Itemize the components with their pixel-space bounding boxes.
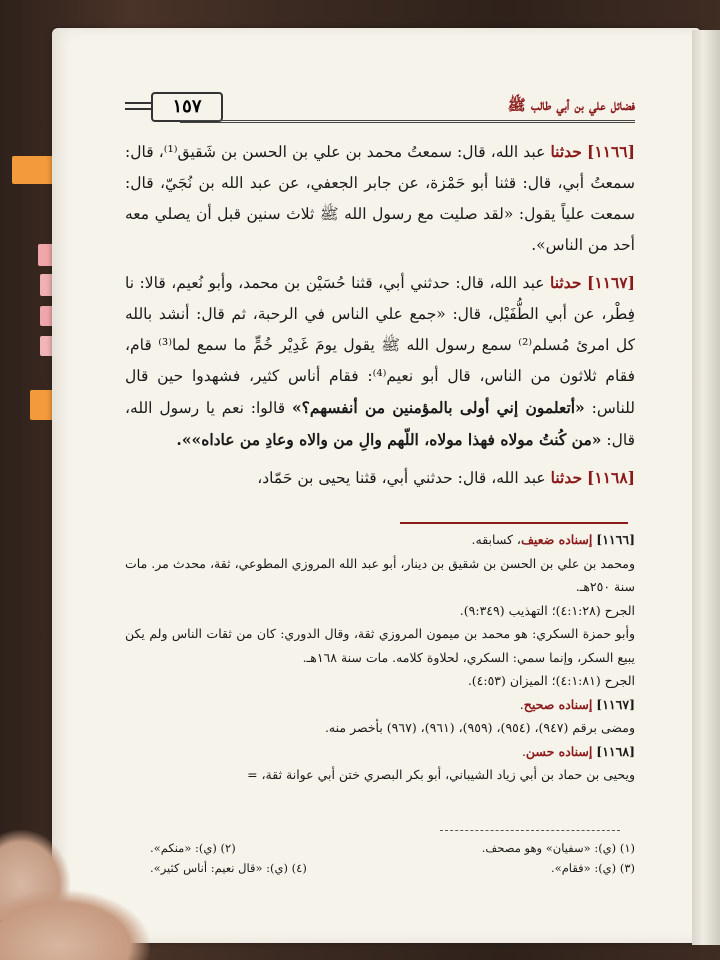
hadith-lead: حدثنا	[550, 142, 582, 161]
note-line: ومحمد بن علي بن الحسن بن شقيق بن دينار، أبو عبد الله المروزي المطوعي، ثقة، محدث مر. مات سنة ٢٥٠هـ.	[125, 555, 635, 594]
thumb	[0, 890, 150, 960]
header-rule	[180, 120, 635, 123]
footnote-row	[150, 838, 635, 858]
footnote-row	[150, 858, 635, 878]
hadith-text: عبد الله، قال: حدثني أبي، قثنا حُسَيْن بن محمد، وأبو نُعيم، قالا: نا فِطْر، عن أبي الطُّفَيْل، قال: «جمع علي الناس في الرحبة، ثم قال: أنشد بالله كل امرئ مُسلم⁽²⁾ سمع رسول الله ﷺ يقول يومَ غَدِيْر خُمٍّ ما سمع لما⁽³⁾ قام، فقام ثلاثون من الناس، قال أبو نعيم⁽⁴⁾: فقام أناس كثير، فشهدوا حين قال للناس:	[125, 274, 636, 417]
footnote: (٤) (ي): «قال نعيم: أناس كثير».	[150, 861, 307, 875]
hadith-paragraph	[125, 136, 635, 261]
hadith-text: عبد الله، قال: سمعتُ محمد بن علي بن الحسن بن شَقيق⁽¹⁾، قال: سمعتُ أبي، قال: قثنا أبو حَمْزة، عن جابر الجعفي، عن عبد الله بن نُجَيّ، قال: سمعت علياً يقول: «لقد صليت مع رسول الله ﷺ ثلاث سنين قبل أن يصلي معه أحد من الناس».	[125, 143, 635, 254]
running-title: فضائل علي بن أبي طالب ﷺ	[507, 96, 635, 114]
bookmark-tabs	[0, 0, 60, 960]
page-number: ١٥٧	[151, 92, 223, 122]
page-edges	[692, 30, 720, 945]
commentary-notes	[125, 528, 635, 787]
hadith-number: [١١٦٧]	[586, 273, 635, 292]
page-header	[125, 92, 635, 128]
hadith-text: قالوا: نعم يا رسول الله، قال:	[125, 399, 635, 449]
hadith-text: عبد الله، قال: حدثني أبي، قثنا يحيى بن حَمّاد،	[257, 469, 546, 487]
note-line: [١١٦٨] إسناده حسن.	[521, 743, 635, 759]
footnote: (٣) (ي): «فقام».	[551, 861, 635, 875]
note-line: [١١٦٧] إسناده صحيح.	[519, 696, 635, 712]
hadith-quote: «من كُنتُ مولاه فهذا مولاه، اللّهم والِ من والاه وعادِ من عاداه»».	[176, 430, 602, 449]
hadith-number: [١١٦٨]	[587, 468, 635, 487]
note-line: الجرح (٤:١:٨١)؛ الميزان (٤:٥٣).	[467, 673, 635, 688]
hadith-number: [١١٦٦]	[586, 142, 635, 161]
hadith-lead: حدثنا	[550, 273, 582, 292]
hadith-paragraph	[125, 267, 635, 456]
note-line: ومضى برقم (٩٤٧)، (٩٥٤)، (٩٥٩)، (٩٦١)، (٩٦٧) بأخصر منه.	[324, 720, 635, 735]
note-line: الجرح (٤:١:٢٨)؛ التهذيب (٩:٣٤٩).	[459, 602, 635, 618]
page-number-box	[125, 92, 223, 122]
note-line: وأبو حمزة السكري: هو محمد بن ميمون المروزي ثقة، وقال الدوري: كان من ثقات الناس ولم يكن يبيع السكر، وإنما سمي: السكري، لحلاوة كلامه. مات سنة ١٦٨هـ.	[125, 626, 635, 665]
footnote-divider	[440, 830, 620, 831]
footnote: (١) (ي): «سفيان» وهو مصحف.	[481, 841, 635, 855]
hadith-lead: حدثنا	[550, 468, 583, 487]
notes-divider	[400, 522, 628, 524]
note-line: [١١٦٦] إسناده ضعيف، كسابقه.	[471, 532, 635, 547]
hadith-quote: «أتعلمون إني أولى بالمؤمنين من أنفسهم؟»	[291, 398, 585, 417]
main-text	[125, 136, 635, 500]
note-line: ويحيى بن حماد بن أبي زياد الشيباني، أبو بكر البصري ختن أبي عوانة ثقة، =	[247, 767, 635, 782]
footnotes	[150, 838, 635, 878]
hadith-paragraph	[125, 462, 635, 494]
footnote: (٢) (ي): «منكم».	[150, 841, 236, 855]
